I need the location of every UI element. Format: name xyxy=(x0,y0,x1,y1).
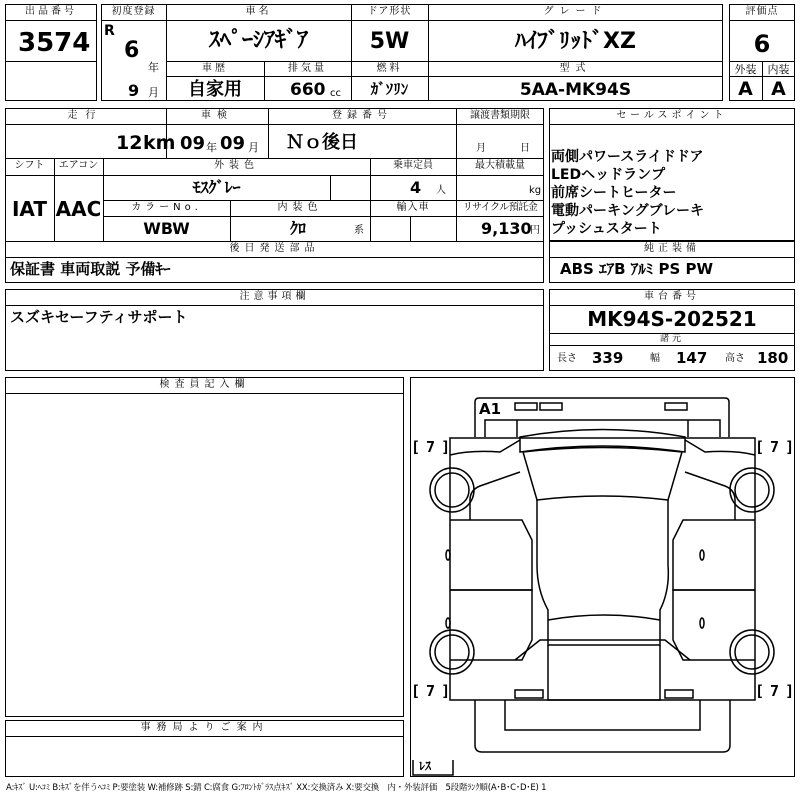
inspector-box xyxy=(5,377,404,717)
displacement-label: 排気量 xyxy=(288,63,327,74)
color-no-label: カラーNo. xyxy=(131,202,202,213)
interior-color: ｸﾛ xyxy=(290,219,307,238)
sales-point-item: LEDヘッドランプ xyxy=(551,167,666,183)
chassis-label: 車台番号 xyxy=(644,291,700,302)
import-label: 輸入車 xyxy=(396,202,430,213)
air-conditioner: AAC xyxy=(55,197,102,221)
tire-rear-left: 7 xyxy=(426,682,436,700)
front-grille-right xyxy=(665,403,687,410)
capacity-unit: 人 xyxy=(436,185,446,196)
height-label: 高さ xyxy=(725,353,745,364)
right-rear-door xyxy=(673,590,755,660)
rear-bumper-inner xyxy=(505,700,700,730)
mileage-label: 走行 xyxy=(67,110,104,121)
door-type: 5W xyxy=(369,29,410,54)
inspection-year-unit: 年 xyxy=(206,141,217,154)
spare-tire: ﾚｽ xyxy=(419,759,432,773)
inspector-label: 検査員記入欄 xyxy=(159,379,250,390)
tire-front-right: 7 xyxy=(770,438,780,456)
tire-bracket: [ 7 ] xyxy=(411,438,451,456)
rear-hatch xyxy=(548,645,660,700)
shift: IAT xyxy=(11,197,47,221)
hood-edges xyxy=(517,420,688,437)
recycle-fee: 9,130 xyxy=(481,219,532,238)
exterior-grade: A xyxy=(738,78,753,100)
rear-hatch-top xyxy=(515,640,690,660)
rear-lamp-left xyxy=(515,690,543,698)
sales-point-item: 前席シートヒーター xyxy=(551,185,677,201)
reg-year: 6 xyxy=(124,38,140,63)
max-load-unit: kg xyxy=(529,185,542,196)
ext-color-label: 外装色 xyxy=(214,160,259,171)
car-name: ｽﾍﾟｰｼｱｷﾞｱ xyxy=(208,28,308,53)
registration-number: Ｎｏ後日 xyxy=(286,132,358,153)
transfer-label: 譲渡書類期限 xyxy=(470,110,530,121)
sales-point-item: 電動パーキングブレーキ xyxy=(551,203,705,219)
legend-text: A:ｷｽﾞ U:ﾍｺﾐ B:ｷｽﾞを伴うﾍｺﾐ P:要塗装 W:補修跡 S:錆 C:腐食 G:ﾌﾛﾝﾄｶﾞﾗｽ点ｷｽﾞ XX:交換済み X:要交換 内・外装評価 5段階ﾗﾝｸ順(A･B･C･D･E) 1 xyxy=(6,783,547,793)
equipment-label: 純正装備 xyxy=(644,243,700,254)
car-name-label: 車名 xyxy=(245,6,272,17)
tire-front-left: 7 xyxy=(426,438,436,456)
length: 339 xyxy=(592,349,624,367)
tire-bracket: [ 7 ] xyxy=(755,438,795,456)
mileage-unit: km xyxy=(143,132,176,154)
notes-label: 注意事項欄 xyxy=(239,291,310,302)
recycle-label: リサイクル預託金 xyxy=(462,202,538,213)
front-right-wheel xyxy=(730,468,774,512)
fuel-label: 燃料 xyxy=(376,63,403,74)
door-handle xyxy=(700,618,704,628)
tire-rear-right: 7 xyxy=(770,682,780,700)
height: 180 xyxy=(757,349,789,367)
door-label: ドア形状 xyxy=(367,6,412,17)
dims-label: 諸元 xyxy=(659,334,684,344)
later-parts: 保証書 車両取説 予備ｷｰ xyxy=(10,260,171,278)
chassis-number: MK94S-202521 xyxy=(587,307,757,331)
history: 自家用 xyxy=(188,79,242,100)
door-handle xyxy=(446,618,450,628)
right-a-pillar xyxy=(685,472,735,520)
interior-grade: A xyxy=(771,78,786,100)
front-bumper xyxy=(475,398,729,437)
mileage: 12 xyxy=(116,132,143,154)
fuel: ｶﾞｿﾘﾝ xyxy=(370,80,409,98)
width: 147 xyxy=(676,349,708,367)
first-reg-label: 初度登録 xyxy=(111,6,156,17)
capacity: 4 xyxy=(410,178,422,197)
regno-label: 登録番号 xyxy=(332,110,392,121)
sales-point-item: 両側パワースライドドア xyxy=(551,149,704,165)
damage-mark-a1: A1 xyxy=(479,400,502,418)
shift-label: シフト xyxy=(14,160,45,171)
windshield xyxy=(523,448,682,501)
front-left-fender xyxy=(450,440,520,455)
history-label: 車歴 xyxy=(202,63,228,74)
rear-bumper xyxy=(475,700,730,752)
equipment-list: ABS ｴｱB ｱﾙﾐ PS PW xyxy=(560,260,714,278)
rear-lamp-right xyxy=(665,690,693,698)
grade: ﾊｲﾌﾞﾘｯﾄﾞXZ xyxy=(515,29,636,54)
exterior-color: ﾓｽｸﾞﾚｰ xyxy=(192,178,241,197)
inspection-label: 車検 xyxy=(201,110,233,121)
front-grille-mid xyxy=(540,403,562,410)
left-front-door xyxy=(450,520,532,590)
max-load-label: 最大積載量 xyxy=(475,160,525,171)
interior-color-unit: 系 xyxy=(354,225,364,236)
recycle-fee-unit: 円 xyxy=(530,225,540,236)
displacement: 660 xyxy=(290,80,326,100)
capacity-label: 乗車定員 xyxy=(393,160,433,171)
transfer-month-unit: 月 xyxy=(476,143,486,154)
inspection-month-unit: 月 xyxy=(248,141,259,154)
notes-text: スズキセーフティサポート xyxy=(10,308,188,326)
hood xyxy=(520,430,685,453)
sales-points-label: セールスポイント xyxy=(616,110,728,121)
front-right-fender xyxy=(685,440,755,455)
width-label: 幅 xyxy=(650,353,660,364)
ac-label: エアコン xyxy=(58,160,99,171)
tire-bracket: [ 7 ] xyxy=(411,682,451,700)
reg-month-unit: 月 xyxy=(148,86,159,99)
later-parts-label: 後日発送部品 xyxy=(229,243,320,254)
rear-right-wheel xyxy=(730,630,774,674)
color-number: WBW xyxy=(143,219,190,238)
front-bumper-inner xyxy=(485,420,720,437)
car-diagram xyxy=(410,377,795,777)
left-rear-door xyxy=(450,590,532,660)
displacement-unit: cc xyxy=(330,88,341,99)
sales-point-item: プッシュスタート xyxy=(551,221,662,237)
exterior-label: 外装 xyxy=(734,63,757,76)
left-a-pillar xyxy=(470,472,520,520)
rear-window-top xyxy=(548,615,660,620)
right-front-door xyxy=(673,520,755,590)
door-handle xyxy=(446,550,450,560)
office-notice-label: 事務局よりご案内 xyxy=(140,722,269,733)
grade-label: グレード xyxy=(543,6,608,17)
score: 6 xyxy=(753,30,771,58)
reg-month: 9 xyxy=(128,81,140,100)
inspection-month: 09 xyxy=(220,133,246,154)
score-label: 評価点 xyxy=(745,6,779,17)
lot-number-label: 出品番号 xyxy=(25,6,77,17)
front-grille-left xyxy=(515,403,537,410)
door-handle xyxy=(700,550,704,560)
model-code: 5AA-MK94S xyxy=(519,80,632,100)
lot-number: 3574 xyxy=(18,28,91,58)
interior-label: 内装 xyxy=(767,63,790,76)
era: R xyxy=(104,23,115,39)
reg-year-unit: 年 xyxy=(148,61,159,74)
tire-bracket: [ 7 ] xyxy=(755,682,795,700)
model-label: 型式 xyxy=(559,63,592,74)
rear-left-wheel xyxy=(430,630,474,674)
roof xyxy=(537,500,668,645)
inspection-year: 09 xyxy=(180,133,206,154)
int-color-label: 内装色 xyxy=(277,202,323,213)
front-left-wheel xyxy=(430,468,474,512)
length-label: 長さ xyxy=(557,353,577,364)
transfer-day-unit: 日 xyxy=(520,143,530,154)
